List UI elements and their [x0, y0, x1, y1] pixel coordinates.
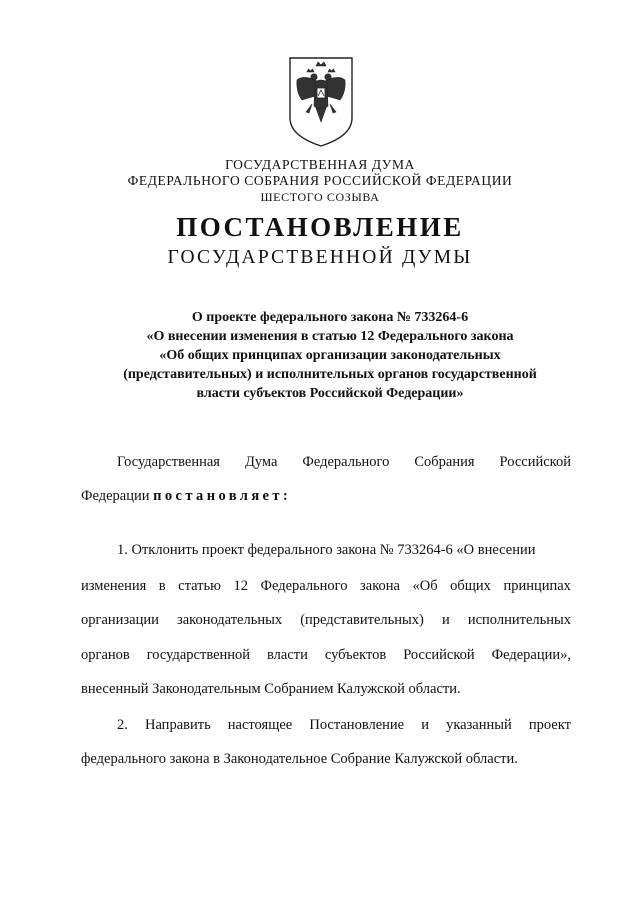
word: Собрания — [414, 454, 475, 470]
word: в — [158, 578, 166, 594]
word: Федерального — [302, 454, 390, 470]
word: 2. — [117, 717, 128, 733]
heading-line: (представительных) и исполнительных органов государственной — [123, 367, 537, 382]
word: органов — [81, 647, 130, 663]
word: исполнительных — [467, 612, 571, 628]
document-subtitle: ГОСУДАРСТВЕННОЙ ДУМЫ — [167, 247, 473, 268]
word: настоящее — [227, 717, 293, 733]
word: проект — [528, 717, 571, 733]
word: Государственная — [117, 454, 220, 470]
word: изменения — [81, 578, 147, 594]
word: Российской — [403, 647, 475, 663]
word: принципах — [503, 578, 571, 594]
word: 12 — [233, 578, 248, 594]
word: указанный — [446, 717, 512, 733]
coat-of-arms-graphic — [288, 56, 354, 148]
word: власти — [267, 647, 308, 663]
document-title: ПОСТАНОВЛЕНИЕ — [176, 212, 464, 242]
word: (представительных) — [300, 612, 424, 628]
heading-line: О проекте федерального закона № 733264-6 — [191, 310, 469, 325]
word: общих — [450, 578, 491, 594]
heading-line: власти субъектов Российской Федерации» — [196, 386, 464, 401]
organization-line-1: ГОСУДАРСТВЕННАЯ ДУМА — [225, 157, 415, 172]
preamble-line-2 — [81, 486, 571, 506]
item-2-line-1 — [117, 715, 571, 735]
heading-line: «Об общих принципах организации законодательных — [159, 348, 501, 363]
word: Дума — [244, 454, 278, 470]
word: субъектов — [324, 647, 387, 663]
word: Федерального — [260, 578, 348, 594]
word: Направить — [144, 717, 211, 733]
preamble-resolves: постановляет: — [153, 488, 292, 504]
word: закона — [360, 578, 400, 594]
item-1-line-4 — [81, 645, 571, 665]
preamble-start: Федерации — [81, 488, 150, 504]
preamble-line-1 — [117, 452, 571, 472]
word: и — [441, 612, 450, 628]
heading-line: «О внесении изменения в статью 12 Федерального закона — [146, 329, 514, 344]
word: государственной — [146, 647, 251, 663]
word: Российской — [499, 454, 571, 470]
item-1-line-5: внесенный Законодательным Собранием Калужской области. — [81, 681, 461, 697]
word: законодательных — [176, 612, 283, 628]
word: и — [421, 717, 429, 733]
word: статью — [178, 578, 221, 594]
word: «Об — [412, 578, 438, 594]
organization-line-2: ФЕДЕРАЛЬНОГО СОБРАНИЯ РОССИЙСКОЙ ФЕДЕРАЦИИ — [127, 173, 513, 188]
item-1-line-1: 1. Отклонить проект федерального закона № 733264-6 «О внесении — [117, 542, 536, 558]
item-1-line-2 — [81, 576, 571, 596]
item-2-line-2: федерального закона в Законодательное Собрание Калужской области. — [81, 751, 518, 767]
russian-coat-of-arms-icon — [288, 56, 354, 148]
organization-convocation: ШЕСТОГО СОЗЫВА — [260, 190, 380, 204]
word: Федерации», — [491, 647, 571, 663]
word: Постановление — [309, 717, 405, 733]
item-1-line-3 — [81, 610, 571, 630]
word: организации — [81, 612, 159, 628]
document-heading — [60, 308, 600, 403]
